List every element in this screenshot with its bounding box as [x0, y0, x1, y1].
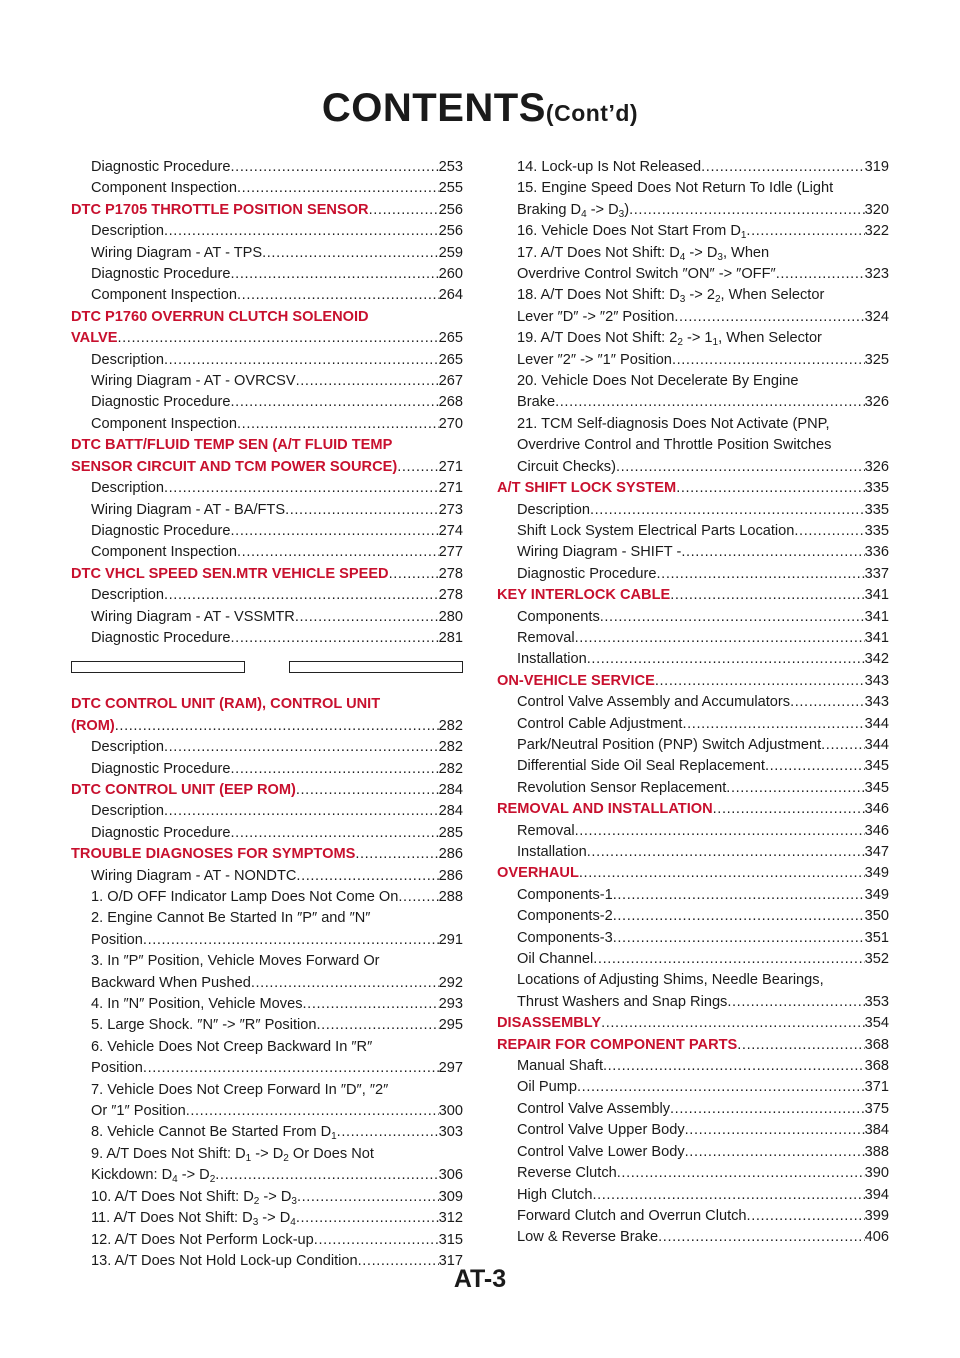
separator-box-right — [289, 661, 463, 673]
toc-entry[interactable]: Brake ..... 326 — [497, 392, 889, 413]
page-number: AT-3 — [453, 1265, 507, 1293]
toc-entry[interactable]: Diagnostic Procedure ..... 281 — [71, 628, 463, 649]
toc-entry[interactable]: Component Inspection ..... 277 — [71, 542, 463, 563]
title-sub: (Cont’d) — [545, 100, 639, 126]
toc-heading[interactable]: DTC P1705 THROTTLE POSITION SENSOR ..... 256 — [71, 200, 463, 221]
toc-heading[interactable]: (ROM) ..... 282 — [71, 716, 463, 737]
toc-heading[interactable]: A/T SHIFT LOCK SYSTEM ..... 335 — [497, 478, 889, 499]
toc-entry[interactable]: Manual Shaft ..... 368 — [497, 1056, 889, 1077]
toc-entry[interactable]: Diagnostic Procedure ..... 253 — [71, 157, 463, 178]
toc-entry[interactable]: Wiring Diagram - AT - VSSMTR ..... 280 — [71, 607, 463, 628]
toc-heading[interactable]: TROUBLE DIAGNOSES FOR SYMPTOMS ..... 286 — [71, 844, 463, 865]
toc-entry[interactable]: Oil Channel ..... 352 — [497, 949, 889, 970]
toc-entry[interactable]: 6. Vehicle Does Not Creep Backward In ″R″ — [91, 1038, 373, 1055]
toc-entry[interactable]: Wiring Diagram - SHIFT - ..... 336 — [497, 542, 889, 563]
toc-entry[interactable]: Forward Clutch and Overrun Clutch ..... 399 — [497, 1206, 889, 1227]
page-title — [0, 86, 960, 131]
toc-entry[interactable]: Kickdown: $D_4 -> D_2$ ..... 306 — [71, 1165, 463, 1186]
toc-entry[interactable]: 17. A/T Does Not Shift: $D_4 -> D_3$, When — [517, 244, 770, 263]
toc-entry[interactable]: Installation ..... 342 — [497, 649, 889, 670]
toc-entry[interactable]: Position ..... 291 — [71, 930, 463, 951]
toc-entry[interactable]: Overdrive Control Switch ″ON″ -> ″OFF″ ..... 323 — [497, 264, 889, 285]
toc-entry[interactable]: 19. A/T Does Not Shift: $2_2 -> 1_1$, When Selector — [517, 330, 822, 349]
toc-entry[interactable]: Diagnostic Procedure ..... 282 — [71, 759, 463, 780]
toc-entry[interactable]: 7. Vehicle Does Not Creep Forward In ″D″, ″2″ — [91, 1081, 389, 1098]
toc-entry[interactable]: Control Cable Adjustment ..... 344 — [497, 714, 889, 735]
toc-entry[interactable]: Diagnostic Procedure ..... 260 — [71, 264, 463, 285]
toc-entry[interactable]: 9. A/T Does Not Shift: $D_1 -> D_2$ Or Does Not — [91, 1145, 374, 1164]
toc-entry[interactable]: Component Inspection ..... 255 — [71, 178, 463, 199]
toc-entry[interactable]: Lever ″2″ -> ″1″ Position ..... 325 — [497, 350, 889, 371]
toc-heading[interactable]: KEY INTERLOCK CABLE ..... 341 — [497, 585, 889, 606]
toc-entry[interactable]: Diagnostic Procedure ..... 285 — [71, 823, 463, 844]
toc-entry[interactable]: Backward When Pushed ..... 292 — [71, 973, 463, 994]
toc-right-column — [497, 157, 889, 1249]
toc-entry[interactable]: 11. A/T Does Not Shift: $D_3 -> D_4$ ..... 312 — [71, 1208, 463, 1229]
toc-entry[interactable]: 4. In ″N″ Position, Vehicle Moves ..... 293 — [71, 994, 463, 1015]
toc-entry[interactable]: Description ..... 335 — [497, 500, 889, 521]
toc-entry[interactable]: Diagnostic Procedure ..... 337 — [497, 564, 889, 585]
toc-entry[interactable]: 16. Vehicle Does Not Start From $D_1$ ..... 322 — [497, 221, 889, 242]
toc-entry[interactable]: Description ..... 256 — [71, 221, 463, 242]
toc-entry[interactable]: Lever ″D″ -> ″2″ Position ..... 324 — [497, 307, 889, 328]
toc-entry[interactable]: 12. A/T Does Not Perform Lock-up ..... 315 — [71, 1230, 463, 1251]
toc-entry[interactable]: 21. TCM Self-diagnosis Does Not Activate (PNP, — [517, 415, 830, 432]
toc-entry[interactable]: 1. O/D OFF Indicator Lamp Does Not Come On ..... 288 — [71, 887, 463, 908]
toc-entry[interactable]: Shift Lock System Electrical Parts Location ..... 335 — [497, 521, 889, 542]
toc-entry[interactable]: 8. Vehicle Cannot Be Started From $D_1$ ..... 303 — [71, 1122, 463, 1143]
toc-entry[interactable]: Differential Side Oil Seal Replacement ..... 345 — [497, 756, 889, 777]
toc-entry[interactable]: Description ..... 265 — [71, 350, 463, 371]
toc-heading[interactable]: REMOVAL AND INSTALLATION ..... 346 — [497, 799, 889, 820]
toc-entry[interactable]: Oil Pump ..... 371 — [497, 1077, 889, 1098]
toc-entry[interactable]: Description ..... 282 — [71, 737, 463, 758]
toc-entry[interactable]: Or ″1″ Position ..... 300 — [71, 1101, 463, 1122]
toc-entry[interactable]: Components-3 ..... 351 — [497, 928, 889, 949]
title-main: CONTENTS — [321, 86, 546, 130]
toc-entry[interactable]: Control Valve Assembly ..... 375 — [497, 1099, 889, 1120]
toc-entry[interactable]: 2. Engine Cannot Be Started In ″P″ and ″N″ — [91, 910, 371, 927]
toc-entry[interactable]: High Clutch ..... 394 — [497, 1185, 889, 1206]
toc-entry[interactable]: 13. A/T Does Not Hold Lock-up Condition ..... 317 — [71, 1251, 463, 1272]
toc-heading[interactable]: OVERHAUL ..... 349 — [497, 863, 889, 884]
toc-heading[interactable]: DTC VHCL SPEED SEN.MTR VEHICLE SPEED ..... 278 — [71, 564, 463, 585]
toc-entry[interactable]: Thrust Washers and Snap Rings ..... 353 — [497, 992, 889, 1013]
toc-entry[interactable]: Components-1 ..... 349 — [497, 885, 889, 906]
toc-heading[interactable]: VALVE ..... 265 — [71, 328, 463, 349]
toc-entry[interactable]: Wiring Diagram - AT - OVRCSV ..... 267 — [71, 371, 463, 392]
toc-entry[interactable]: Wiring Diagram - AT - TPS ..... 259 — [71, 243, 463, 264]
toc-heading[interactable]: DTC P1760 OVERRUN CLUTCH SOLENOID — [71, 308, 369, 325]
toc-entry[interactable]: Low & Reverse Brake ..... 406 — [497, 1227, 889, 1248]
toc-entry[interactable]: Diagnostic Procedure ..... 268 — [71, 392, 463, 413]
toc-left-column — [71, 157, 463, 1272]
toc-entry[interactable]: 5. Large Shock. ″N″ -> ″R″ Position ..... 295 — [71, 1015, 463, 1036]
toc-entry[interactable]: Control Valve Lower Body ..... 388 — [497, 1142, 889, 1163]
toc-heading[interactable]: ON-VEHICLE SERVICE ..... 343 — [497, 671, 889, 692]
toc-entry[interactable]: Removal ..... 346 — [497, 821, 889, 842]
toc-entry[interactable]: Control Valve Upper Body ..... 384 — [497, 1120, 889, 1141]
toc-entry[interactable]: Position ..... 297 — [71, 1058, 463, 1079]
toc-entry[interactable]: Circuit Checks) ..... 326 — [497, 457, 889, 478]
separator-box-left — [71, 661, 245, 673]
toc-entry[interactable]: Revolution Sensor Replacement ..... 345 — [497, 778, 889, 799]
toc-heading[interactable]: REPAIR FOR COMPONENT PARTS ..... 368 — [497, 1035, 889, 1056]
section-separator — [71, 649, 463, 694]
toc-entry[interactable]: 14. Lock-up Is Not Released ..... 319 — [497, 157, 889, 178]
toc-entry[interactable]: 15. Engine Speed Does Not Return To Idle (Light — [517, 180, 834, 197]
toc-heading[interactable]: DTC CONTROL UNIT (RAM), CONTROL UNIT — [71, 696, 381, 713]
toc-entry[interactable]: Components ..... 341 — [497, 607, 889, 628]
toc-entry[interactable]: Description ..... 271 — [71, 478, 463, 499]
toc-entry[interactable]: Component Inspection ..... 264 — [71, 285, 463, 306]
toc-entry[interactable]: Overdrive Control and Throttle Position Switches — [517, 437, 832, 454]
toc-entry[interactable]: 20. Vehicle Does Not Decelerate By Engine — [517, 373, 799, 390]
toc-entry[interactable]: 18. A/T Does Not Shift: $D_3 -> 2_2$, When Selector — [517, 287, 825, 306]
toc-entry[interactable]: Wiring Diagram - AT - BA/FTS ..... 273 — [71, 500, 463, 521]
toc-entry[interactable]: Locations of Adjusting Shims, Needle Bearings, — [517, 972, 824, 989]
toc-entry[interactable]: Description ..... 278 — [71, 585, 463, 606]
toc-entry[interactable]: Description ..... 284 — [71, 801, 463, 822]
toc-entry[interactable]: Braking $D_4 -> D_3$) ..... 320 — [497, 200, 889, 221]
toc-entry[interactable]: Wiring Diagram - AT - NONDTC ..... 286 — [71, 866, 463, 887]
toc-heading[interactable]: SENSOR CIRCUIT AND TCM POWER SOURCE) ..... 271 — [71, 457, 463, 478]
toc-entry[interactable]: Removal ..... 341 — [497, 628, 889, 649]
toc-heading[interactable]: DTC CONTROL UNIT (EEP ROM) ..... 284 — [71, 780, 463, 801]
toc-entry[interactable]: Park/Neutral Position (PNP) Switch Adjustment ..... 344 — [497, 735, 889, 756]
toc-entry[interactable]: 3. In ″P″ Position, Vehicle Moves Forward Or — [91, 953, 380, 970]
toc-entry[interactable]: 10. A/T Does Not Shift: $D_2 -> D_3$ ..... 309 — [71, 1187, 463, 1208]
toc-heading[interactable]: DISASSEMBLY ..... 354 — [497, 1013, 889, 1034]
toc-entry[interactable]: Components-2 ..... 350 — [497, 906, 889, 927]
toc-entry[interactable]: Installation ..... 347 — [497, 842, 889, 863]
toc-heading[interactable]: DTC BATT/FLUID TEMP SEN (A/T FLUID TEMP — [71, 437, 393, 454]
toc-entry[interactable]: Diagnostic Procedure ..... 274 — [71, 521, 463, 542]
toc-entry[interactable]: Component Inspection ..... 270 — [71, 414, 463, 435]
toc-entry[interactable]: Reverse Clutch ..... 390 — [497, 1163, 889, 1184]
toc-entry[interactable]: Control Valve Assembly and Accumulators ..... 343 — [497, 692, 889, 713]
